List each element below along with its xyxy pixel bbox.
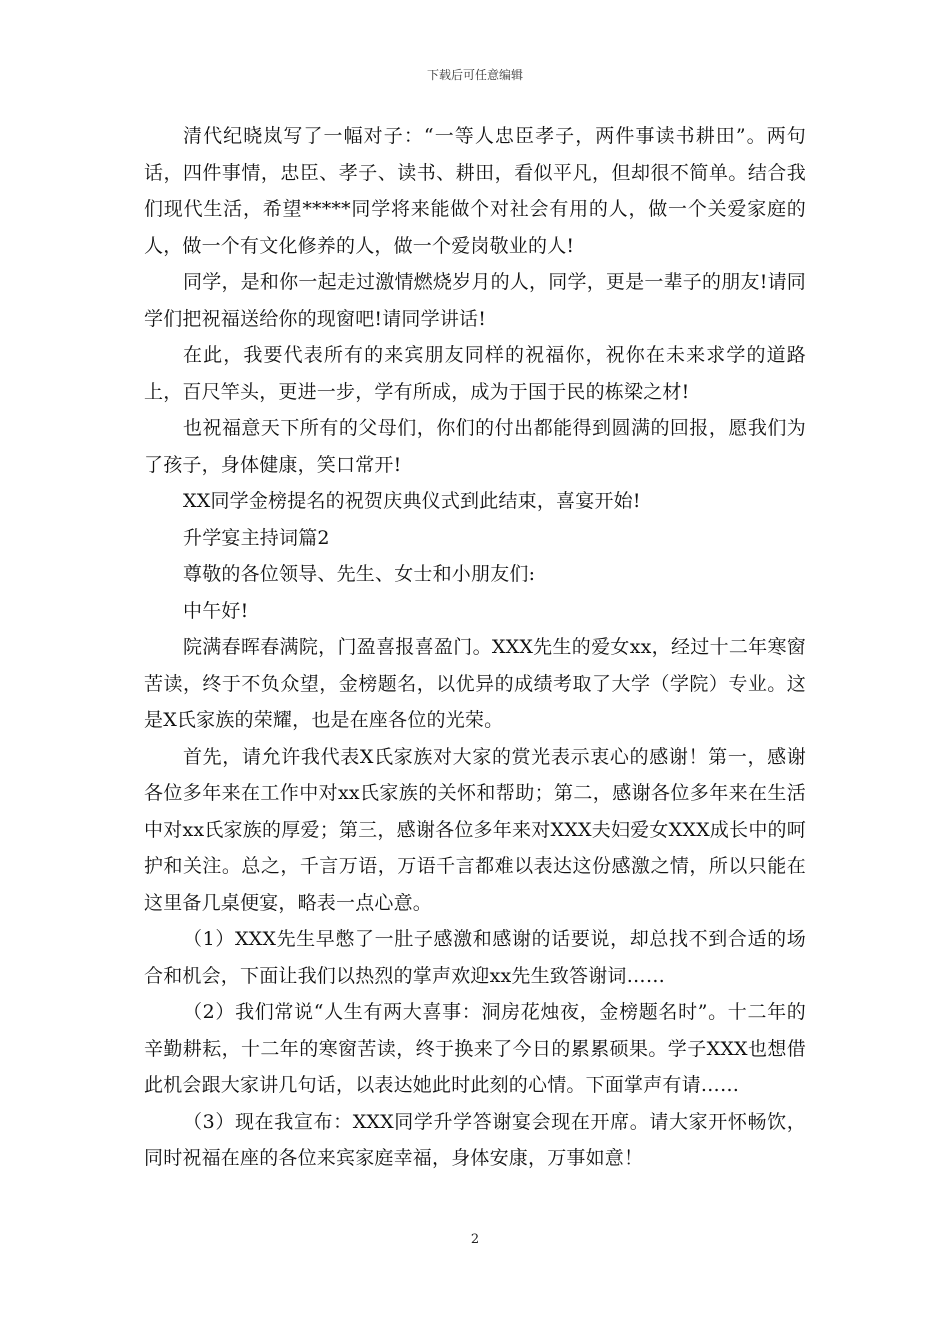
paragraph: 首先，请允许我代表X氏家族对大家的赏光表示衷心的感谢！第一，感谢各位多年来在工作中对xx氏家族的关怀和帮助；第二，感谢各位多年来在生活中对xx氏家族的厚爱；第三，感谢各位多年来对XXX夫妇爱女XXX成长中的呵护和关注。总之，千言万语，万语千言都难以表达这份感激之情，所以只能在这里备几桌便宴，略表一点心意。: [144, 745, 806, 914]
paragraph: （2）我们常说“人生有两大喜事：洞房花烛夜，金榜题名时”。十二年的辛勤耕耘，十二年的寒窗苦读，终于换来了今日的累累硕果。学子XXX也想借此机会跟大家讲几句话，以表达她此时此刻的心情。下面掌声有请……: [144, 1001, 806, 1096]
page-number: 2: [470, 1232, 480, 1247]
paragraph: 同学，是和你一起走过激情燃烧岁月的人，同学，更是一辈子的朋友!请同学们把祝福送给你的现窗吧!请同学讲话!: [144, 271, 806, 330]
paragraph: 院满春晖春满院，门盈喜报喜盈门。XXX先生的爱女xx，经过十二年寒窗苦读，终于不负众望，金榜题名，以优异的成绩考取了大学（学院）专业。这是X氏家族的荣耀，也是在座各位的光荣。: [144, 636, 806, 731]
paragraph: XX同学金榜提名的祝贺庆典仪式到此结束，喜宴开始!: [183, 490, 641, 512]
salutation: 尊敬的各位领导、先生、女士和小朋友们:: [183, 563, 536, 585]
paragraph: （1）XXX先生早憋了一肚子感激和感谢的话要说，却总找不到合适的场合和机会，下面让我们以热烈的掌声欢迎xx先生致答谢词……: [144, 928, 806, 987]
paragraph: 也祝福意天下所有的父母们，你们的付出都能得到圆满的回报，愿我们为了孩子，身体健康，笑口常开!: [144, 417, 806, 476]
greeting: 中午好!: [183, 599, 249, 622]
section-heading: 升学宴主持词篇2: [183, 526, 330, 549]
page-header: 下载后可任意编辑: [426, 68, 523, 82]
document-body: [144, 118, 806, 1177]
paragraph: 清代纪晓岚写了一幅对子：“一等人忠臣孝子，两件事读书耕田”。两句话，四件事情，忠臣、孝子、读书、耕田，看似平凡，但却很不简单。结合我们现代生活，希望*****同学将来能做个对社会有用的人，做一个关爱家庭的人，做一个有文化修养的人，做一个爱岗敬业的人!: [144, 125, 806, 257]
paragraph: （3）现在我宣布：XXX同学升学答谢宴会现在开席。请大家开怀畅饮，同时祝福在座的各位来宾家庭幸福，身体安康，万事如意！: [144, 1110, 806, 1169]
paragraph: 在此，我要代表所有的来宾朋友同样的祝福你，祝你在未来求学的道路上，百尺竿头，更进一步，学有所成，成为于国于民的栋梁之材!: [144, 344, 806, 403]
